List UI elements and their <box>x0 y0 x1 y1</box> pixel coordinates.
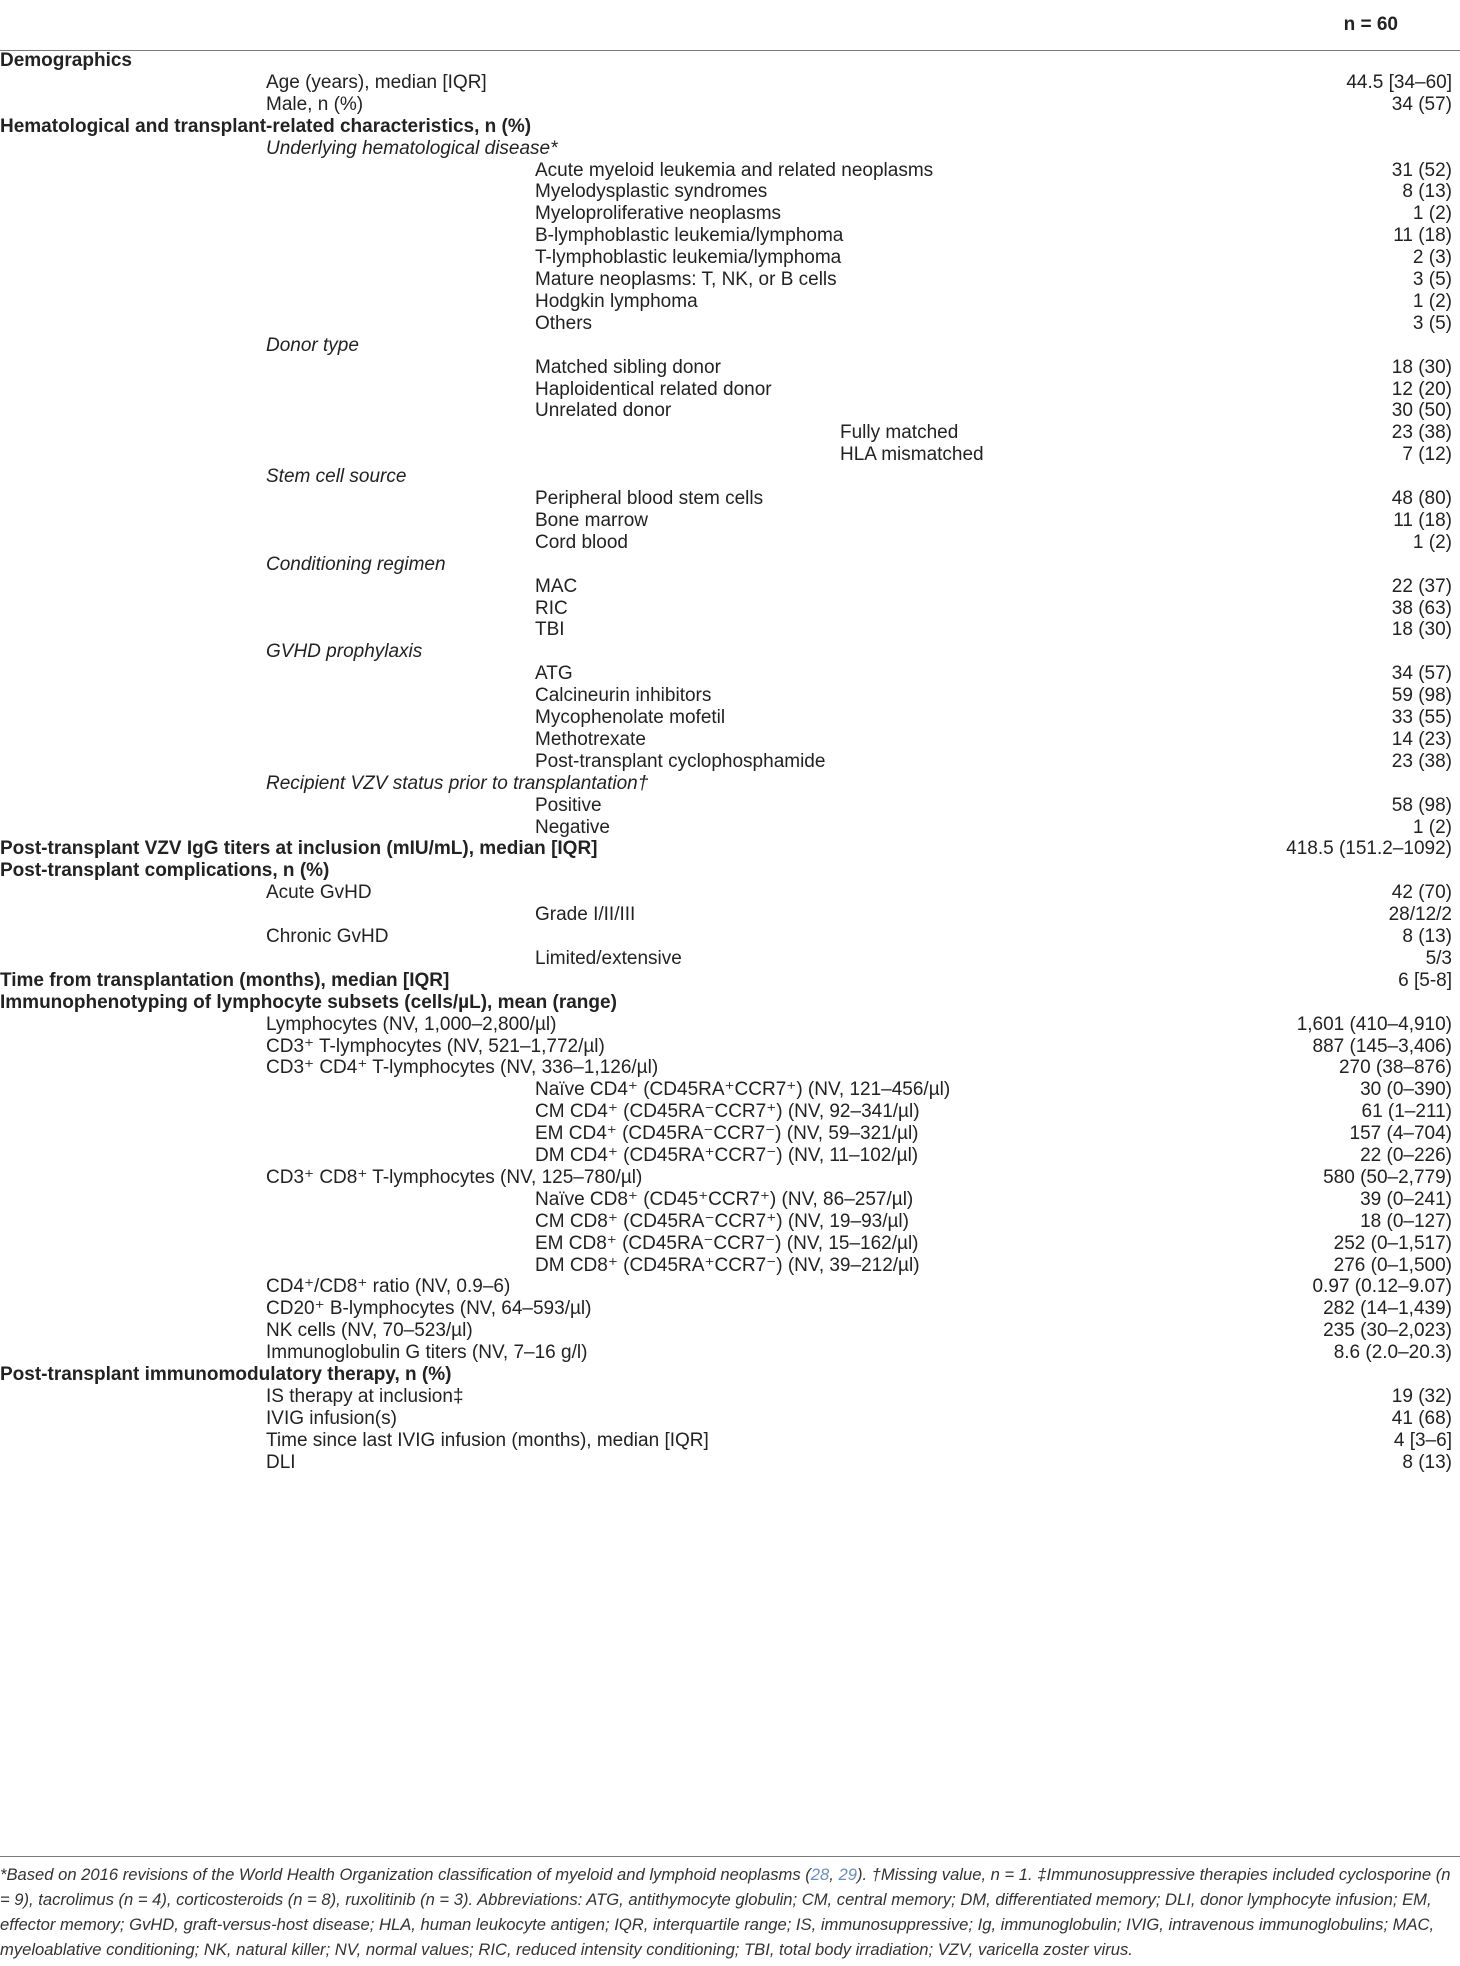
row-label: ATG <box>535 663 573 685</box>
row-value: 8 (13) <box>1402 181 1452 203</box>
row-value: 30 (50) <box>1391 400 1452 422</box>
sample-size-label: n = 60 <box>1343 14 1398 35</box>
section-heading: Post-transplant VZV IgG titers at inclusion (mIU/mL), median [IQR] <box>0 838 598 860</box>
table-row <box>0 970 1460 992</box>
subsection-heading: Conditioning regimen <box>266 553 446 575</box>
table-row <box>0 357 1460 379</box>
table-row <box>0 444 1460 466</box>
reference-link-29[interactable]: 29 <box>838 1865 857 1884</box>
row-value: 6 [5-8] <box>1398 969 1452 991</box>
row-label: DM CD8⁺ (CD45RA⁺CCR7⁻) (NV, 39–212/µl) <box>535 1254 920 1276</box>
table-row <box>0 488 1460 510</box>
table-row <box>0 729 1460 751</box>
table-row <box>0 94 1460 116</box>
footnote-text-2: ). †Missing value, n = 1. ‡Immunosuppressive therapies included cyclosporine (n = 9), tacrolimus (n = 4), corticosteroids (n = 8), ruxolitinib (n = 3). Abbreviations: ATG, antithymocyte globulin; CM, central memory; DM, differentiated memory; DLI, donor lymphocyte infusion; EM, effector memory; GvHD, graft-versus-host disease; HLA, human leukocyte antigen; IQR, interquartile range; IS, immunosuppressive; Ig, immunoglobulin; IVIG, intravenous immunoglobulins; MAC, myeloablative conditioning; NK, natural killer; NV, normal values; RIC, reduced intensity conditioning; TBI, total body irradiation; VZV, varicella zoster virus. <box>0 1865 1451 1959</box>
section-heading: Immunophenotyping of lymphocyte subsets (cells/µL), mean (range) <box>0 991 617 1013</box>
row-label: HLA mismatched <box>840 444 984 466</box>
table-row <box>0 1430 1460 1452</box>
row-label: CD20⁺ B-lymphocytes (NV, 64–593/µl) <box>266 1298 592 1320</box>
section-heading: Post-transplant complications, n (%) <box>0 860 330 882</box>
table-row <box>0 400 1460 422</box>
table-row <box>0 1167 1460 1189</box>
table-row <box>0 269 1460 291</box>
row-value: 44.5 [34–60] <box>1346 71 1452 93</box>
row-value: 42 (70) <box>1391 882 1452 904</box>
row-value: 39 (0–241) <box>1360 1188 1452 1210</box>
table-row <box>0 576 1460 598</box>
table-row <box>0 1057 1460 1079</box>
table-row <box>0 247 1460 269</box>
row-label: CD4⁺/CD8⁺ ratio (NV, 0.9–6) <box>266 1276 511 1298</box>
table-row <box>0 1014 1460 1036</box>
row-value: 23 (38) <box>1391 422 1452 444</box>
row-label: Methotrexate <box>535 728 646 750</box>
row-value: 418.5 (151.2–1092) <box>1286 838 1452 860</box>
table-row <box>0 860 1460 882</box>
row-value: 41 (68) <box>1391 1407 1452 1429</box>
table-row <box>0 1276 1460 1298</box>
row-label: Post-transplant cyclophosphamide <box>535 750 826 772</box>
table-row <box>0 619 1460 641</box>
table-row <box>0 992 1460 1014</box>
table-row <box>0 181 1460 203</box>
row-value: 28/12/2 <box>1388 904 1452 926</box>
row-label: Naïve CD4⁺ (CD45RA⁺CCR7⁺) (NV, 121–456/µl) <box>535 1079 951 1101</box>
table-row <box>0 707 1460 729</box>
subsection-heading: Donor type <box>266 334 359 356</box>
row-label: Chronic GvHD <box>266 926 389 947</box>
row-label: Peripheral blood stem cells <box>535 488 764 509</box>
table-row <box>0 466 1460 488</box>
row-value: 34 (57) <box>1391 93 1452 115</box>
table-row <box>0 422 1460 444</box>
table-row <box>0 926 1460 948</box>
row-label: IVIG infusion(s) <box>266 1407 397 1429</box>
row-label: MAC <box>535 575 578 597</box>
table-row <box>0 1255 1460 1277</box>
table-row <box>0 1408 1460 1430</box>
row-label: Male, n (%) <box>266 93 364 115</box>
row-label: Time since last IVIG infusion (months), median [IQR] <box>266 1429 709 1451</box>
row-label: Myelodysplastic syndromes <box>535 181 768 203</box>
table-row <box>0 379 1460 401</box>
row-label: Calcineurin inhibitors <box>535 685 712 707</box>
row-value: 34 (57) <box>1391 663 1452 685</box>
table-row <box>0 1386 1460 1408</box>
row-label: CD3⁺ CD4⁺ T-lymphocytes (NV, 336–1,126/µl) <box>266 1057 659 1079</box>
row-label: IS therapy at inclusion‡ <box>266 1385 464 1407</box>
row-label: Grade I/II/III <box>535 904 636 926</box>
row-label: Age (years), median [IQR] <box>266 71 487 93</box>
row-value: 30 (0–390) <box>1360 1079 1452 1101</box>
row-label: NK cells (NV, 70–523/µl) <box>266 1320 473 1342</box>
table-row <box>0 1189 1460 1211</box>
row-label: Limited/extensive <box>535 947 682 969</box>
table-row <box>0 663 1460 685</box>
table-row <box>0 532 1460 554</box>
row-value: 235 (30–2,023) <box>1323 1320 1452 1342</box>
row-label: Bone marrow <box>535 509 648 531</box>
table-row <box>0 838 1460 860</box>
subsection-heading: Stem cell source <box>266 466 407 488</box>
table-row <box>0 598 1460 620</box>
row-label: CD3⁺ T-lymphocytes (NV, 521–1,772/µl) <box>266 1035 605 1057</box>
table-row <box>0 72 1460 94</box>
row-value: 48 (80) <box>1391 488 1452 509</box>
row-label: Lymphocytes (NV, 1,000–2,800/µl) <box>266 1013 557 1035</box>
table-row <box>0 904 1460 926</box>
subsection-heading: Underlying hematological disease* <box>266 137 558 159</box>
table-row <box>0 335 1460 357</box>
row-label: Others <box>535 312 593 334</box>
row-label: DM CD4⁺ (CD45RA⁺CCR7⁻) (NV, 11–102/µl) <box>535 1145 919 1166</box>
table-row <box>0 1123 1460 1145</box>
row-value: 18 (30) <box>1391 619 1452 641</box>
row-label: Mycophenolate mofetil <box>535 707 726 728</box>
row-value: 22 (37) <box>1391 575 1452 597</box>
row-label: Acute GvHD <box>266 882 372 904</box>
row-label: CD3⁺ CD8⁺ T-lymphocytes (NV, 125–780/µl) <box>266 1166 643 1188</box>
table-row <box>0 1211 1460 1233</box>
table-row <box>0 817 1460 839</box>
table-row <box>0 1233 1460 1255</box>
footnote-text-1: *Based on 2016 revisions of the World Health Organization classification of myeloid and lymphoid neoplasms ( <box>0 1865 811 1884</box>
table-bottom-rule <box>0 1856 1460 1857</box>
row-label: CM CD8⁺ (CD45RA⁻CCR7⁺) (NV, 19–93/µl) <box>535 1210 909 1232</box>
row-label: Negative <box>535 816 610 838</box>
section-heading: Hematological and transplant-related characteristics, n (%) <box>0 115 532 137</box>
row-value: 1 (2) <box>1412 290 1452 312</box>
table-row <box>0 1342 1460 1364</box>
table-row <box>0 554 1460 576</box>
row-label: Cord blood <box>535 531 628 553</box>
row-label: Positive <box>535 794 602 816</box>
row-value: 38 (63) <box>1391 597 1452 619</box>
table-row <box>0 1145 1460 1167</box>
row-value: 8.6 (2.0–20.3) <box>1333 1342 1452 1364</box>
row-value: 2 (3) <box>1412 247 1452 269</box>
row-value: 18 (0–127) <box>1360 1210 1452 1232</box>
row-label: Hodgkin lymphoma <box>535 290 698 312</box>
row-value: 8 (13) <box>1402 1451 1452 1473</box>
table-row <box>0 1364 1460 1386</box>
row-value: 1 (2) <box>1412 531 1452 553</box>
row-label: CM CD4⁺ (CD45RA⁻CCR7⁺) (NV, 92–341/µl) <box>535 1101 920 1123</box>
row-label: Myeloproliferative neoplasms <box>535 203 782 225</box>
row-value: 1,601 (410–4,910) <box>1296 1013 1452 1035</box>
row-value: 282 (14–1,439) <box>1323 1298 1452 1320</box>
table-row <box>0 773 1460 795</box>
table-row <box>0 291 1460 313</box>
table-row <box>0 160 1460 182</box>
row-value: 7 (12) <box>1402 444 1452 466</box>
table-row <box>0 1320 1460 1342</box>
row-value: 5/3 <box>1425 947 1452 969</box>
table-row <box>0 138 1460 160</box>
subsection-heading: Recipient VZV status prior to transplantation† <box>266 772 649 794</box>
row-label: TBI <box>535 619 565 641</box>
row-value: 3 (5) <box>1412 312 1452 334</box>
row-label: Immunoglobulin G titers (NV, 7–16 g/l) <box>266 1342 588 1364</box>
row-label: Haploidentical related donor <box>535 378 772 400</box>
section-heading: Post-transplant immunomodulatory therapy, n (%) <box>0 1364 452 1385</box>
row-value: 276 (0–1,500) <box>1333 1254 1452 1276</box>
row-value: 1 (2) <box>1412 203 1452 225</box>
row-value: 59 (98) <box>1391 685 1452 707</box>
row-label: Acute myeloid leukemia and related neoplasms <box>535 159 934 181</box>
reference-link-28[interactable]: 28 <box>810 1865 830 1884</box>
table-row <box>0 751 1460 773</box>
row-label: B-lymphoblastic leukemia/lymphoma <box>535 225 844 247</box>
row-value: 22 (0–226) <box>1360 1145 1452 1166</box>
table-row <box>0 795 1460 817</box>
table-row <box>0 313 1460 335</box>
table-row <box>0 685 1460 707</box>
section-heading: Demographics <box>0 50 132 71</box>
row-value: 12 (20) <box>1391 378 1452 400</box>
table-row <box>0 1298 1460 1320</box>
table-row <box>0 510 1460 532</box>
section-heading: Time from transplantation (months), median [IQR] <box>0 969 450 991</box>
table-row <box>0 116 1460 138</box>
table-row <box>0 882 1460 904</box>
row-label: Matched sibling donor <box>535 356 721 378</box>
row-value: 252 (0–1,517) <box>1333 1232 1452 1254</box>
row-value: 580 (50–2,779) <box>1323 1166 1452 1188</box>
row-value: 31 (52) <box>1391 159 1452 181</box>
row-value: 270 (38–876) <box>1338 1057 1452 1079</box>
table-row <box>0 1452 1460 1474</box>
table-row <box>0 1036 1460 1058</box>
row-value: 0.97 (0.12–9.07) <box>1312 1276 1452 1298</box>
row-value: 61 (1–211) <box>1361 1101 1452 1123</box>
subsection-heading: GVHD prophylaxis <box>266 641 423 663</box>
table-row <box>0 50 1460 72</box>
footnote-separator: , <box>829 1865 839 1884</box>
row-label: EM CD8⁺ (CD45RA⁻CCR7⁻) (NV, 15–162/µl) <box>535 1232 919 1254</box>
row-value: 3 (5) <box>1412 269 1452 290</box>
row-label: RIC <box>535 597 568 619</box>
row-value: 11 (18) <box>1393 509 1452 531</box>
table-row <box>0 1079 1460 1101</box>
table-row <box>0 1101 1460 1123</box>
row-value: 8 (13) <box>1402 926 1452 947</box>
table-row <box>0 203 1460 225</box>
table-header <box>0 0 1460 51</box>
row-value: 157 (4–704) <box>1349 1123 1452 1145</box>
table-footnote <box>0 1862 1460 1962</box>
row-value: 33 (55) <box>1391 707 1452 728</box>
row-value: 1 (2) <box>1412 816 1452 838</box>
row-value: 58 (98) <box>1391 794 1452 816</box>
table-row <box>0 225 1460 247</box>
row-label: EM CD4⁺ (CD45RA⁻CCR7⁻) (NV, 59–321/µl) <box>535 1123 919 1145</box>
row-label: Naïve CD8⁺ (CD45⁺CCR7⁺) (NV, 86–257/µl) <box>535 1188 914 1210</box>
row-label: Unrelated donor <box>535 400 672 422</box>
row-value: 11 (18) <box>1393 225 1452 247</box>
row-value: 18 (30) <box>1391 356 1452 378</box>
row-label: Fully matched <box>840 422 959 444</box>
row-label: Mature neoplasms: T, NK, or B cells <box>535 269 837 290</box>
table-row <box>0 948 1460 970</box>
row-value: 14 (23) <box>1391 728 1452 750</box>
row-label: T-lymphoblastic leukemia/lymphoma <box>535 247 842 269</box>
row-value: 23 (38) <box>1391 750 1452 772</box>
row-value: 19 (32) <box>1391 1385 1452 1407</box>
row-value: 887 (145–3,406) <box>1312 1035 1452 1057</box>
table-row <box>0 641 1460 663</box>
row-label: DLI <box>266 1451 296 1473</box>
row-value: 4 [3–6] <box>1393 1429 1452 1451</box>
